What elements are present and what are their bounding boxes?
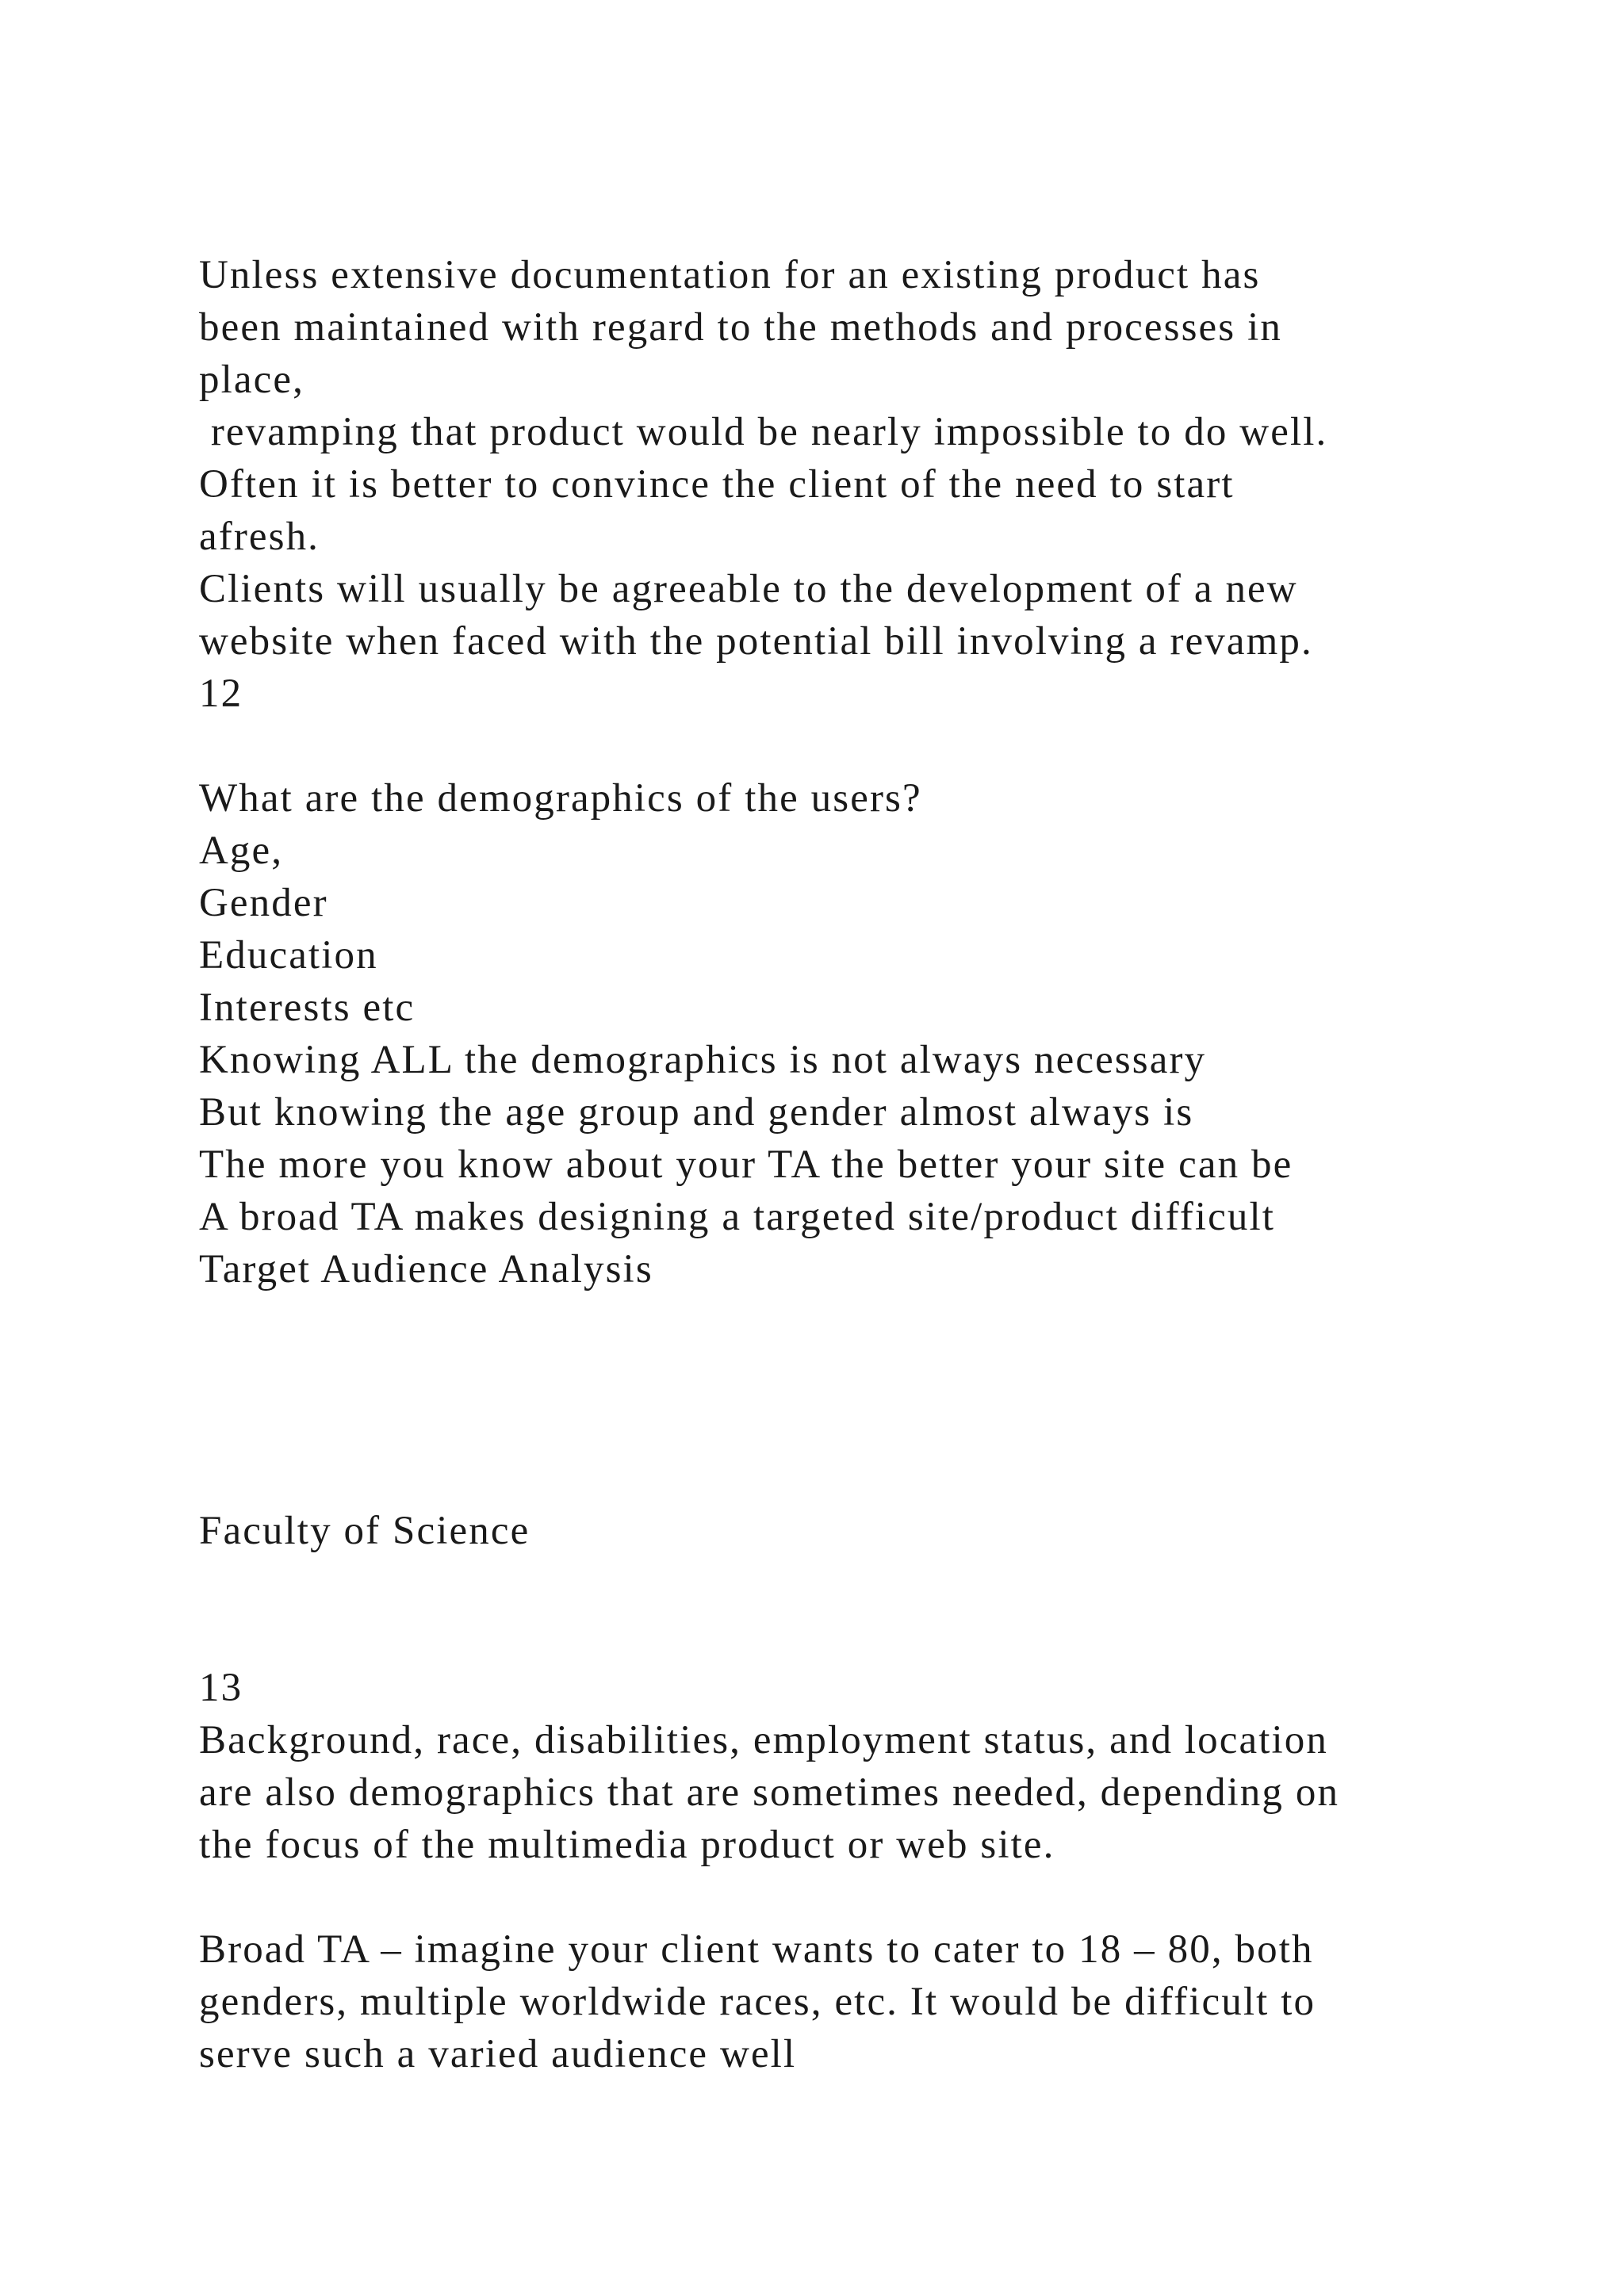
slide-number: 12 (199, 672, 243, 716)
text-line: Unless extensive documentation for an existing product has (199, 253, 1261, 297)
text-line: A broad TA makes designing a targeted site/product difficult (199, 1195, 1275, 1239)
text-line: The more you know about your TA the better your site can be (199, 1142, 1293, 1187)
text-line: afresh. (199, 515, 320, 559)
text-line: Broad TA – imagine your client wants to cater to 18 – 80, both (199, 1927, 1314, 1972)
slide-number: 13 (199, 1666, 243, 1710)
text-line: are also demographics that are sometimes needed, depending on (199, 1770, 1340, 1815)
text-line: Background, race, disabilities, employment status, and location (199, 1718, 1328, 1762)
text-line: website when faced with the potential bill involving a revamp. (199, 619, 1313, 664)
section-question: What are the demographics of the users? (199, 776, 922, 821)
section-title: Target Audience Analysis (199, 1247, 653, 1292)
text-line: serve such a varied audience well (199, 2032, 797, 2076)
text-line: the focus of the multimedia product or web site. (199, 1823, 1055, 1867)
text-line: Knowing ALL the demographics is not always necessary (199, 1038, 1207, 1082)
text-line: been maintained with regard to the methods and processes in (199, 305, 1282, 350)
list-item: Interests etc (199, 985, 416, 1030)
text-line: Often it is better to convince the client of the need to start (199, 462, 1235, 507)
text-line: But knowing the age group and gender almost always is (199, 1090, 1194, 1135)
footer-text: Faculty of Science (199, 1509, 530, 1553)
text-line: revamping that product would be nearly impossible to do well. (199, 410, 1328, 454)
text-line: place, (199, 358, 304, 402)
list-item: Gender (199, 881, 328, 925)
text-line: Clients will usually be agreeable to the development of a new (199, 567, 1298, 611)
list-item: Age, (199, 828, 284, 873)
text-line: genders, multiple worldwide races, etc. It would be difficult to (199, 1980, 1316, 2024)
list-item: Education (199, 933, 378, 978)
